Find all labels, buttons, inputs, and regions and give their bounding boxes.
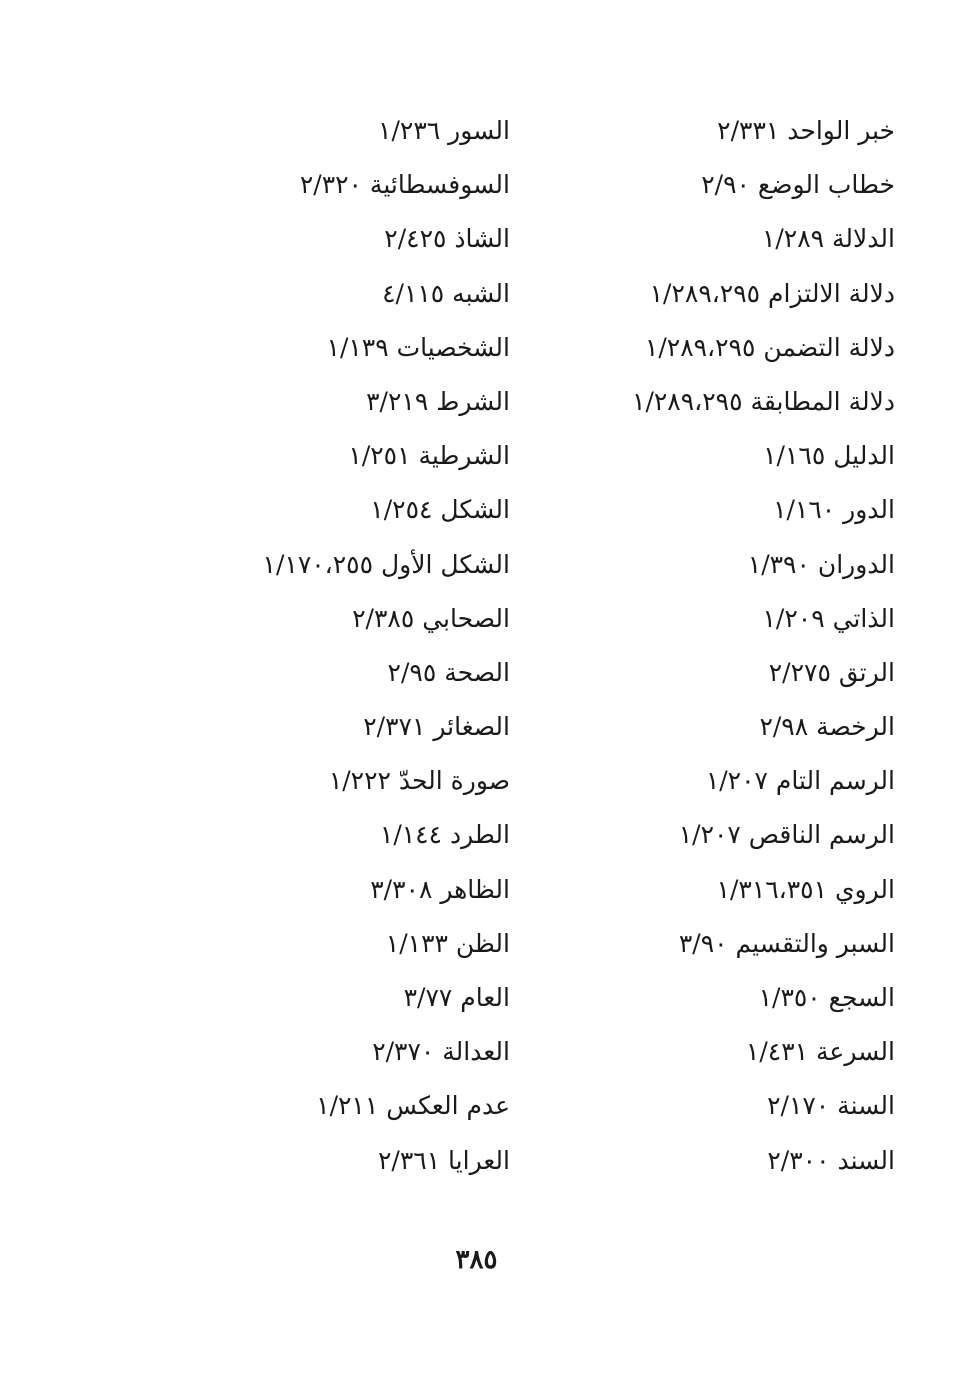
index-entry: العام ٣/٧٧	[403, 983, 510, 1012]
index-entry: الدلالة ١/٢٨٩	[761, 224, 895, 254]
index-entry: الشخصيات ١/١٣٩	[326, 332, 510, 362]
index-entry: السجع ١/٣٥٠	[758, 983, 895, 1012]
index-entry: خبر الواحد ٢/٣٣١	[717, 116, 895, 145]
index-entry: صورة الحدّ ١/٢٢٢	[328, 766, 510, 796]
index-column-left	[210, 104, 510, 1188]
page-number: ٣٨٥	[455, 1245, 498, 1275]
index-entry: الصغائر ٢/٣٧١	[363, 712, 510, 742]
index-entry: الذاتي ١/٢٠٩	[762, 603, 895, 633]
index-entry: الطرد ١/١٤٤	[379, 820, 510, 850]
index-entry: الصحة ٢/٩٥	[387, 657, 510, 687]
index-entry: السبر والتقسيم ٣/٩٠	[678, 928, 895, 958]
index-entry: السرعة ١/٤٣١	[745, 1037, 895, 1067]
index-entry: الشرط ٣/٢١٩	[366, 386, 510, 416]
index-entry: السنة ٢/١٧٠	[767, 1091, 895, 1121]
index-entry: الشكل ١/٢٥٤	[370, 495, 510, 525]
index-entry: الظاهر ٣/٣٠٨	[370, 874, 510, 904]
index-entry: دلالة التضمن ١/٢٨٩،٢٩٥	[644, 332, 895, 362]
index-entry: عدم العكس ١/٢١١	[316, 1091, 510, 1121]
index-entry: السور ١/٢٣٦	[378, 116, 510, 145]
index-entry: الدوران ١/٣٩٠	[747, 549, 895, 579]
index-entry: العرايا ٢/٣٦١	[377, 1145, 510, 1175]
index-entry: الدليل ١/١٦٥	[763, 441, 895, 471]
index-entry: الصحابي ٢/٣٨٥	[352, 603, 510, 633]
index-entry: الظن ١/١٣٣	[385, 928, 510, 958]
index-entry: الرسم الناقص ١/٢٠٧	[678, 820, 895, 850]
index-entry: الشاذ ٢/٤٢٥	[384, 224, 510, 254]
index-entry: الدور ١/١٦٠	[773, 495, 895, 525]
index-entry: العدالة ٢/٣٧٠	[372, 1037, 510, 1067]
index-entry: الشبه ٤/١١٥	[382, 278, 510, 308]
index-entry: السند ٢/٣٠٠	[767, 1145, 895, 1175]
index-entry: دلالة المطابقة ١/٢٨٩،٢٩٥	[632, 386, 895, 416]
index-entry: دلالة الالتزام ١/٢٨٩،٢٩٥	[649, 278, 895, 308]
index-entry: الرتق ٢/٢٧٥	[768, 657, 895, 687]
index-entry: خطاب الوضع ٢/٩٠	[701, 170, 895, 200]
index-entry: السوفسطائية ٢/٣٢٠	[299, 170, 510, 200]
index-entry: الرسم التام ١/٢٠٧	[705, 766, 895, 796]
index-entry: الشرطية ١/٢٥١	[348, 441, 510, 471]
index-entry: الروي ١/٣١٦،٣٥١	[716, 874, 895, 904]
index-column-right	[515, 104, 895, 1188]
index-entry: الرخصة ٢/٩٨	[759, 712, 895, 742]
index-entry: الشكل الأول ١/١٧٠،٢٥٥	[262, 549, 510, 579]
